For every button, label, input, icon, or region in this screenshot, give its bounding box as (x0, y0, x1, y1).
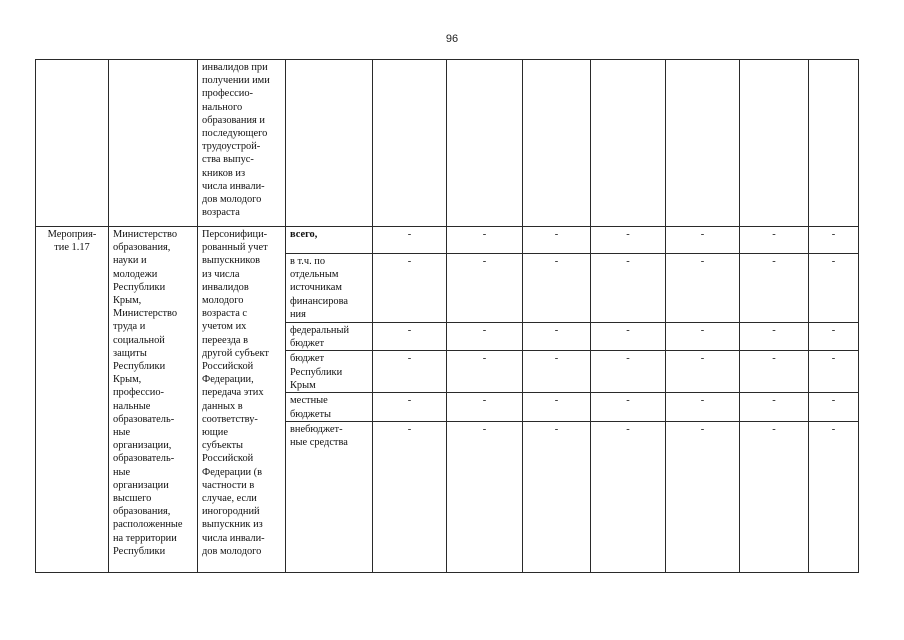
value-cell: - (809, 227, 859, 254)
value-cell: - (447, 323, 523, 351)
value-cell: - (740, 227, 809, 254)
value-cell: - (447, 254, 523, 323)
measure-name-cell: Мероприя- тие 1.17 (36, 227, 109, 573)
value-cell: - (740, 421, 809, 572)
continuation-empty-cell (286, 60, 373, 227)
funding-source-cell: бюджет Республики Крым (286, 351, 373, 393)
value-cell: - (809, 254, 859, 323)
continuation-empty-cell (36, 60, 109, 227)
value-cell: - (666, 227, 740, 254)
measure-executors-cell: Министерство образования, науки и молодежи Республики Крым, Министерство труда и социальной защиты Республики Крым, профессио- нальные образователь- ные организации, образователь- ные организации высшего образования, расположенные на территории Республики (109, 227, 198, 573)
funding-source-cell: федеральный бюджет (286, 323, 373, 351)
value-cell: - (523, 323, 591, 351)
value-cell: - (740, 323, 809, 351)
value-cell: - (666, 323, 740, 351)
continuation-empty-cell (740, 60, 809, 227)
value-cell: - (740, 351, 809, 393)
program-table (35, 59, 859, 573)
value-cell: - (809, 323, 859, 351)
continuation-empty-cell (447, 60, 523, 227)
value-cell: - (373, 393, 447, 421)
value-cell: - (373, 254, 447, 323)
continuation-empty-cell (591, 60, 666, 227)
page-number: 96 (445, 33, 459, 45)
value-cell: - (523, 227, 591, 254)
continuation-empty-cell (523, 60, 591, 227)
value-cell: - (591, 351, 666, 393)
funding-source-cell: в т.ч. по отдельным источникам финансирова ния (286, 254, 373, 323)
funding-row-total (36, 227, 859, 254)
value-cell: - (666, 421, 740, 572)
value-cell: - (591, 393, 666, 421)
continuation-empty-cell (373, 60, 447, 227)
continuation-empty-cell (809, 60, 859, 227)
continuation-row (36, 60, 859, 227)
value-cell: - (591, 254, 666, 323)
value-cell: - (447, 227, 523, 254)
value-cell: - (373, 421, 447, 572)
value-cell: - (447, 421, 523, 572)
value-cell: - (666, 351, 740, 393)
value-cell: - (666, 254, 740, 323)
funding-source-cell: всего, (286, 227, 373, 254)
continuation-description-cell: инвалидов при получении ими профессио- нального образования и последующего трудоустрой- ства выпус- кников из числа инвали- дов молодого возраста (198, 60, 286, 227)
value-cell: - (740, 254, 809, 323)
value-cell: - (447, 393, 523, 421)
value-cell: - (447, 351, 523, 393)
value-cell: - (809, 421, 859, 572)
value-cell: - (523, 421, 591, 572)
value-cell: - (523, 254, 591, 323)
value-cell: - (591, 421, 666, 572)
value-cell: - (373, 351, 447, 393)
value-cell: - (591, 323, 666, 351)
measure-description-cell: Персонифици- рованный учет выпускников из числа инвалидов молодого возраста с учетом их переезда в другой субъект Российской Федерации, передача этих данных в соответству- ющие субъекты Российской Федерации (в частности в случае, если иногородний выпускник из числа инвали- дов молодого (198, 227, 286, 573)
value-cell: - (523, 351, 591, 393)
funding-source-cell: местные бюджеты (286, 393, 373, 421)
value-cell: - (740, 393, 809, 421)
value-cell: - (809, 351, 859, 393)
value-cell: - (809, 393, 859, 421)
funding-source-cell: внебюджет- ные средства (286, 421, 373, 572)
value-cell: - (373, 227, 447, 254)
continuation-empty-cell (109, 60, 198, 227)
value-cell: - (373, 323, 447, 351)
continuation-empty-cell (666, 60, 740, 227)
value-cell: - (666, 393, 740, 421)
value-cell: - (523, 393, 591, 421)
value-cell: - (591, 227, 666, 254)
